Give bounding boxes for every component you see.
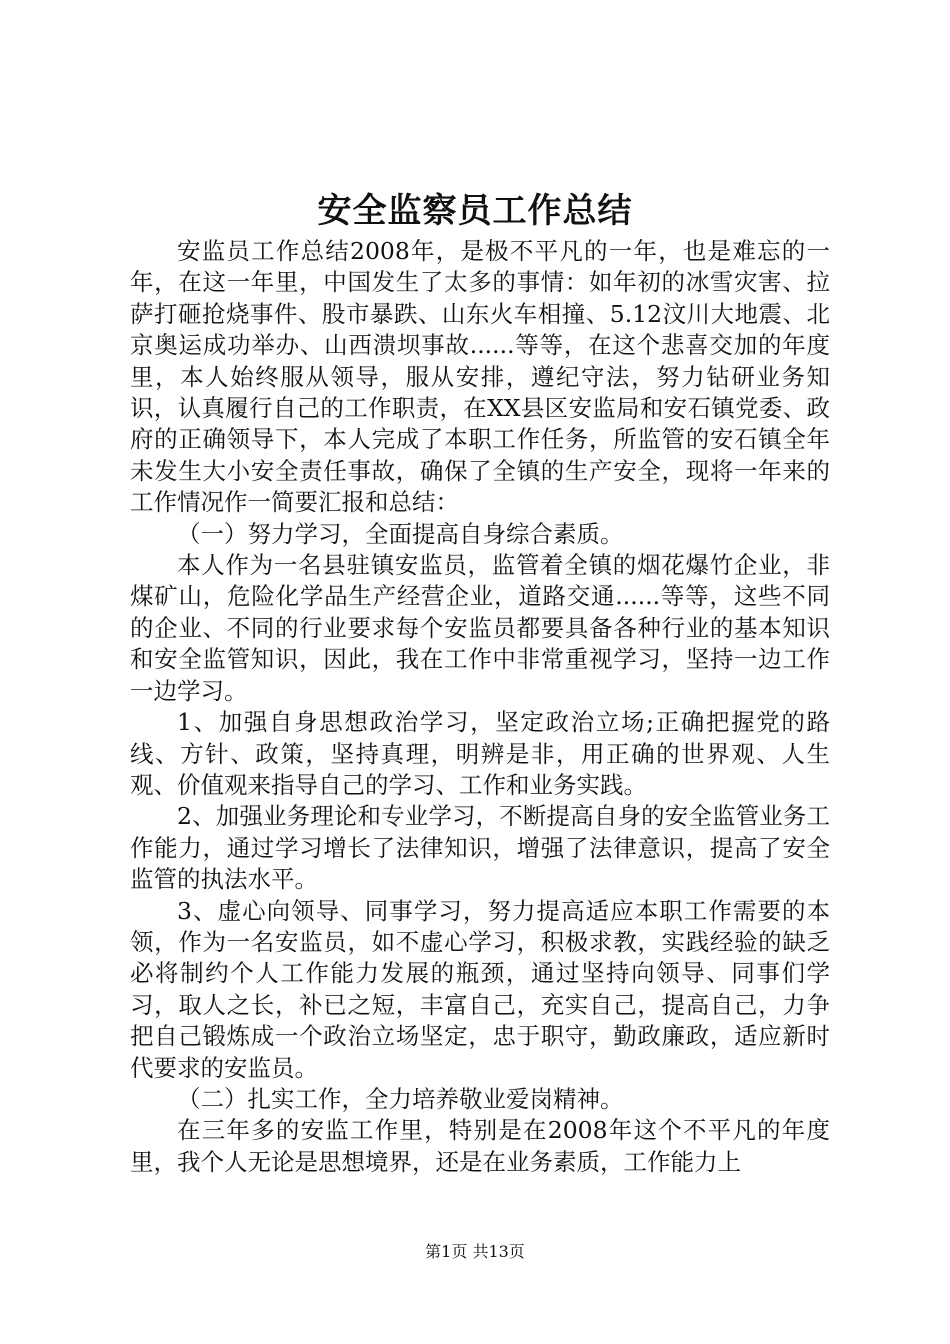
list-item-1: 1、加强自身思想政治学习，坚定政治立场;正确把握党的路线、方针、政策，坚持真理，明辨是非，用正确的世界观、人生观、价值观来指导自己的学习、工作和业务实践。 (130, 708, 830, 799)
section-heading-1: （一）努力学习，全面提高自身综合素质。 (177, 519, 624, 548)
page-number-footer: 第1页 共13页 (425, 1242, 525, 1261)
list-item-2: 2、加强业务理论和专业学习，不断提高自身的安全监管业务工作能力，通过学习增长了法律知识，增强了法律意识，提高了安全监管的执法水平。 (130, 802, 830, 894)
document-title: 安全监察员工作总结 (317, 191, 633, 231)
paragraph-role: 本人作为一名县驻镇安监员，监管着全镇的烟花爆竹企业，非煤矿山，危险化学品生产经营企业，道路交通......等等，这些不同的企业、不同的行业要求每个安监员都要具备各种行业的基本知识和安全监管知识，因此，我在工作中非常重视学习，坚持一边工作一边学习。 (130, 551, 830, 705)
section-heading-2: （二）扎实工作，全力培养敬业爱岗精神。 (177, 1084, 624, 1113)
paragraph-intro: 安监员工作总结2008年，是极不平凡的一年，也是难忘的一年，在这一年里，中国发生了太多的事情：如年初的冰雪灾害、拉萨打砸抢烧事件、股市暴跌、山东火车相撞、5.12汶川大地震、北京奥运成功举办、山西溃坝事故......等等，在这个悲喜交加的年度里，本人始终服从领导，服从安排，遵纪守法，努力钻研业务知识，认真履行自己的工作职责，在XX县区安监局和安石镇党委、政府的正确领导下，本人完成了本职工作任务，所监管的安石镇全年未发生大小安全责任事故，确保了全镇的生产安全，现将一年来的工作情况作一简要汇报和总结： (130, 237, 830, 517)
document-body (130, 236, 830, 1178)
paragraph-work: 在三年多的安监工作里，特别是在2008年这个不平凡的年度里，我个人无论是思想境界，还是在业务素质，工作能力上 (130, 1116, 830, 1176)
list-item-3: 3、虚心向领导、同事学习，努力提高适应本职工作需要的本领，作为一名安监员，如不虚心学习，积极求教，实践经验的缺乏必将制约个人工作能力发展的瓶颈，通过坚持向领导、同事们学习，取人之长，补已之短，丰富自己，充实自己，提高自己，力争把自己锻炼成一个政治立场坚定，忠于职守，勤政廉政，适应新时代要求的安监员。 (130, 896, 830, 1082)
